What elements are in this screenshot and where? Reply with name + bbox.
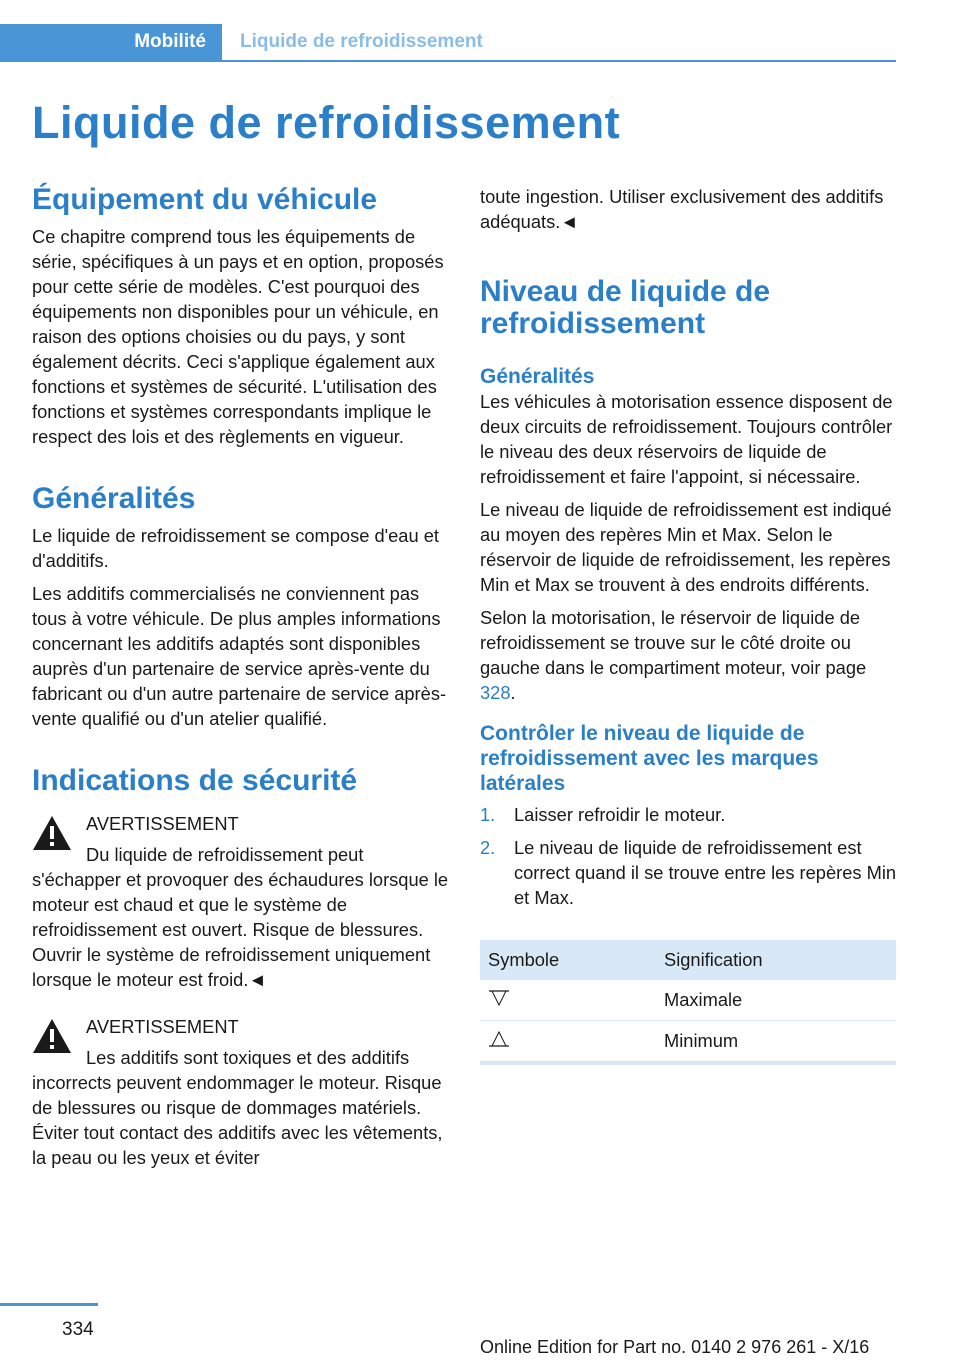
warning-block-2 xyxy=(32,1014,452,1170)
continued-warning-text: toute ingestion. Utiliser exclusivement des additifs adéquats.◄ xyxy=(480,186,884,232)
page-link-328[interactable]: 328 xyxy=(480,682,511,703)
warning-1-text: s'échapper et provoquer des échaudures lorsque le moteur est chaud et que le système de refroidissement est ouvert. Risque de blessures. Ouvrir le système de refroidissement uniquement lorsque le moteur est froid.◄ xyxy=(32,869,449,990)
level-paragraph-2: Le niveau de liquide de refroidissement est indiqué au moyen des repères Min et Max. Selon le réservoir de liquide de refroidissement, les repères Min et Max se trouvent à des endroits différents. xyxy=(480,499,892,595)
general-paragraph-1: Le liquide de refroidissement se compose d'eau et d'additifs. xyxy=(32,525,439,571)
level-paragraph-3-text: Selon la motorisation, le réservoir de liquide de refroidissement se trouve sur le côté droite ou gauche dans le compartiment moteur, voir page xyxy=(480,607,867,678)
edition-note: Online Edition for Part no. 0140 2 976 261 - X/16 xyxy=(480,1337,870,1357)
equipment-text: Ce chapitre comprend tous les équipements de série, spécifiques à un pays et en option, proposés pour cette série de modèles. C'est pourquoi des équipements non disponibles pour un véhicule, en raison des options choisies ou du pays, y sont également décrits. Ceci s'applique également aux fonctions et systèmes de sécurité. L'utilisation des fonctions et systèmes correspondants implique le respect des lois et des règlements en vigueur. xyxy=(32,226,444,447)
warning-1-first-line: Du liquide de refroidissement peut xyxy=(86,844,364,865)
max-mark-icon xyxy=(488,989,510,1007)
warning-triangle-icon xyxy=(32,815,72,851)
left-column xyxy=(32,184,452,1170)
heading-safety: Indications de sécurité xyxy=(32,764,358,797)
list-item: 2. Le niveau de liquide de refroidissement est correct quand il se trouve entre les repères Min et Max. xyxy=(480,837,897,908)
steps-list xyxy=(480,802,898,910)
header-divider xyxy=(222,60,896,62)
table-header-row xyxy=(480,940,896,980)
heading-equipment: Équipement du véhicule xyxy=(32,183,378,216)
page-title: Liquide de refroidissement xyxy=(32,97,621,148)
level-paragraph-3: Selon la motorisation, le réservoir de liquide de refroidissement se trouve sur le côté droite ou gauche dans le compartiment moteur, voir page 328. xyxy=(480,607,867,703)
heading-general: Généralités xyxy=(32,482,196,515)
warning-label: AVERTISSEMENT xyxy=(86,813,239,834)
warning-block-1 xyxy=(32,811,452,992)
list-item: 1. Laisser refroidir le moteur. xyxy=(480,804,726,825)
min-mark-icon xyxy=(488,1030,510,1048)
table-row xyxy=(480,1021,896,1064)
heading-coolant-level: Niveau de liquide de refroidissement xyxy=(480,275,771,340)
section-tab-label: Mobilité xyxy=(134,31,206,52)
level-paragraph-1: Les véhicules à motorisation essence disposent de deux circuits de refroidissement. Toujours contrôler le niveau des deux réservoirs de liquide de refroidissement et faire l'appoint, si nécessaire. xyxy=(480,391,893,487)
general-paragraph-2: Les additifs commercialisés ne conviennent pas tous à votre véhicule. De plus amples informations concernant les additifs adaptés sont disponibles auprès d'un partenaire de service après-vente du fabricant ou d'un autre partenaire de service après-vente qualifié ou d'un atelier qualifié. xyxy=(32,583,447,729)
subheading-check-level: Contrôler le niveau de liquide de refroidissement avec les marques latérales xyxy=(480,722,819,795)
warning-label: AVERTISSEMENT xyxy=(86,1016,239,1037)
page-number: 334 xyxy=(62,1319,94,1340)
column-header-meaning: Signification xyxy=(656,940,896,980)
tab-section-mobilite[interactable] xyxy=(0,24,222,62)
column-header-symbol: Symbole xyxy=(480,940,656,980)
symbols-table xyxy=(480,940,896,1065)
subheading-general: Généralités xyxy=(480,365,595,388)
table-row xyxy=(480,980,896,1021)
meaning-max: Maximale xyxy=(656,980,896,1021)
footer-divider xyxy=(0,1303,98,1306)
warning-2-text: incorrects peuvent endommager le moteur. Risque de blessures ou risque de dommages matériels. Éviter tout contact des additifs avec les vêtements, la peau ou les yeux et éviter xyxy=(32,1072,443,1168)
meaning-min: Minimum xyxy=(656,1021,896,1064)
right-column xyxy=(480,184,898,1065)
warning-2-first-line: Les additifs sont toxiques et des additifs xyxy=(86,1047,410,1068)
tab-page-topic[interactable]: Liquide de refroidissement xyxy=(240,31,483,52)
page-header xyxy=(0,0,960,62)
warning-triangle-icon xyxy=(32,1018,72,1054)
